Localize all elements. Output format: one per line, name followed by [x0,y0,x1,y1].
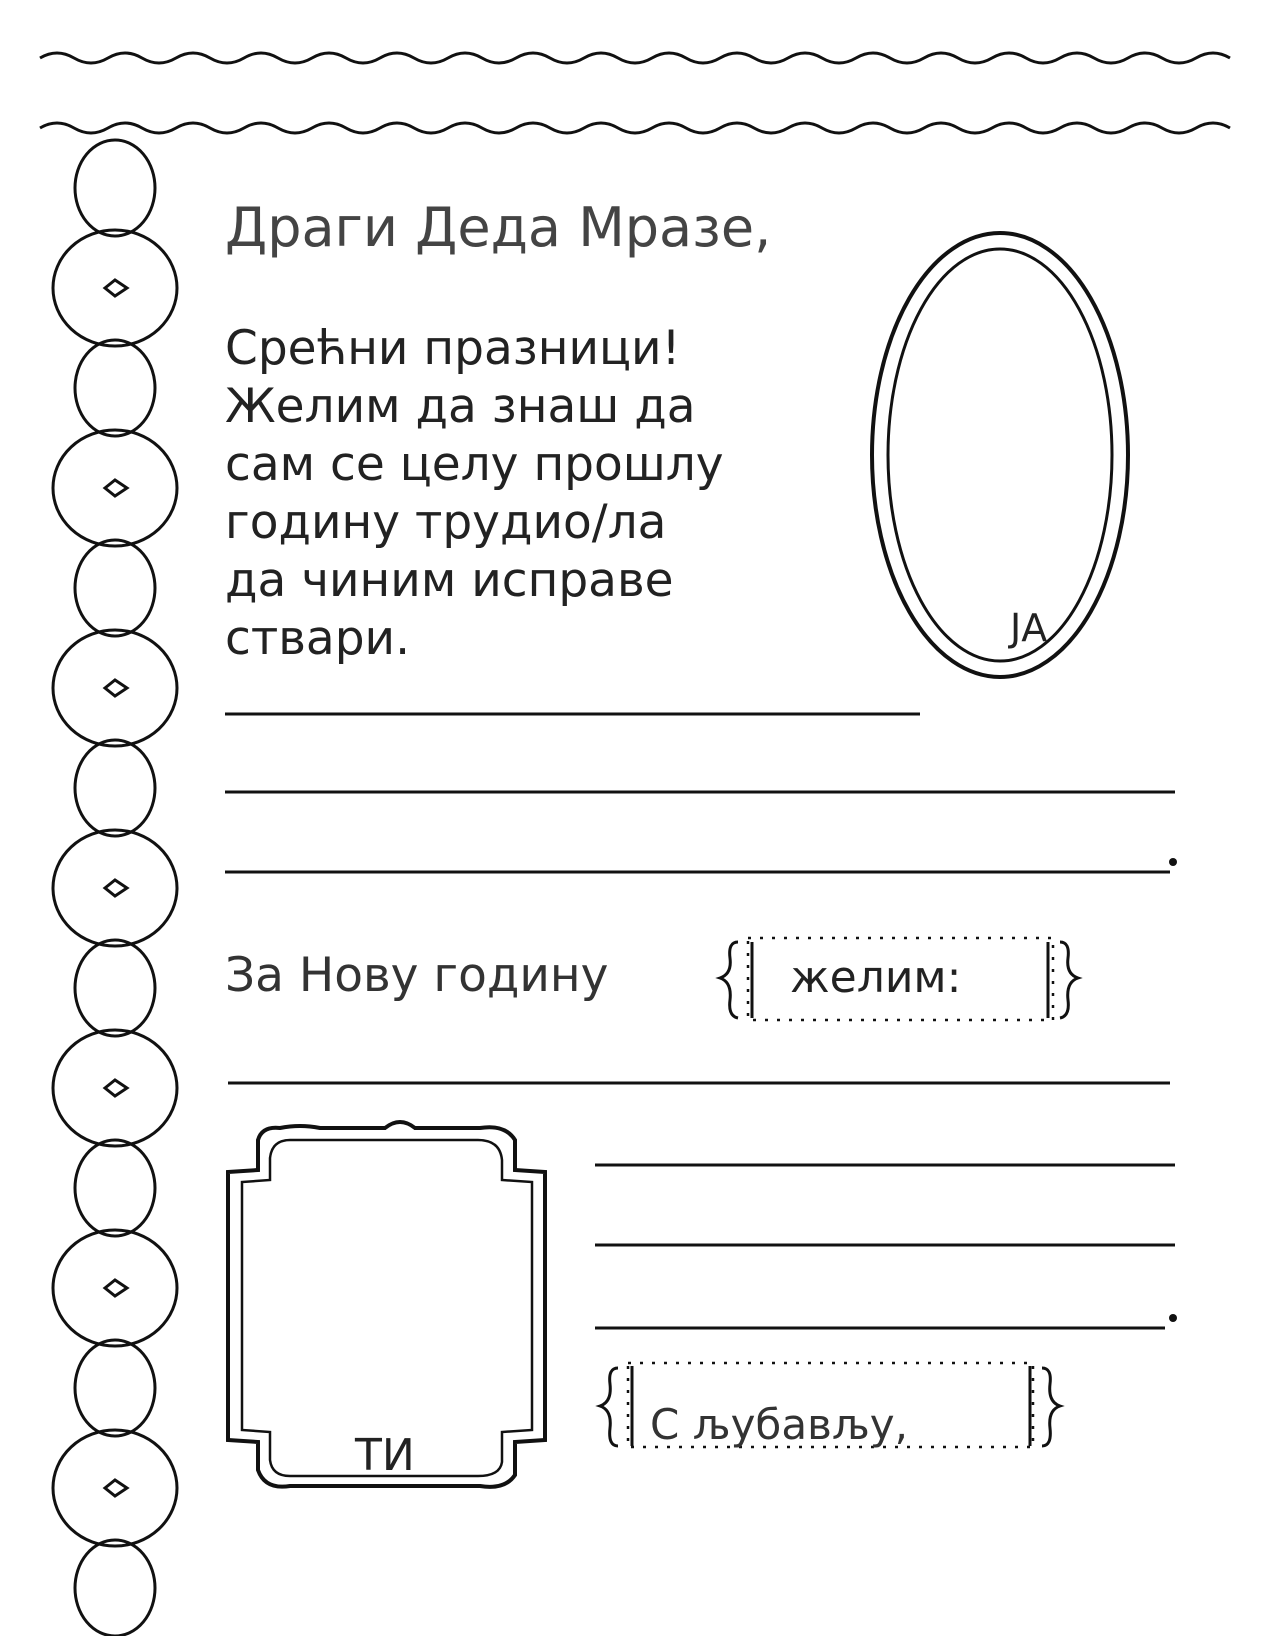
letter-body-line: ствари. [225,611,411,666]
writing-lines-bottom [595,1165,1175,1328]
chain-bead [53,630,177,746]
chain-diamond [105,280,127,296]
chain-bead [53,830,177,946]
you-frame-label: ТИ [355,1430,415,1481]
chain-bead [53,1230,177,1346]
chain-diamond [105,480,127,496]
period-dot [1169,858,1177,866]
chain-diamond [105,1480,127,1496]
chain-bead [53,430,177,546]
letter-body-line: сам се целу прошлу [225,437,724,492]
top-wavy-border [40,53,1230,63]
chain-bead [75,140,155,236]
left-chain-border [53,140,177,1636]
chain-bead [75,1340,155,1436]
wish-label: За Нову годину [225,948,609,1003]
chain-bead [75,740,155,836]
letter-greeting: Драги Деда Мразе, [225,196,772,259]
chain-bead [53,230,177,346]
letter-body-line: да чиним исправе [225,553,674,608]
closing-label: С љубављу, [650,1400,908,1449]
chain-bead [75,540,155,636]
chain-diamond [105,680,127,696]
chain-bead [53,1030,177,1146]
chain-bead [75,940,155,1036]
second-wavy-border [40,123,1230,133]
wish-tag-label: желим: [790,952,962,1003]
chain-diamond [105,880,127,896]
chain-diamond [105,1280,127,1296]
chain-bead [53,1430,177,1546]
me-frame-label: ЈА [1010,606,1048,650]
letter-body-line: годину трудио/ла [225,495,667,550]
chain-bead [75,1540,155,1636]
letter-body-line: Срећни празници! [225,321,681,376]
letter-body-line: Желим да знаш да [225,379,696,434]
chain-bead [75,340,155,436]
chain-bead [75,1140,155,1236]
chain-diamond [105,1080,127,1096]
writing-lines-top [225,714,1175,872]
oval-photo-frame [872,233,1128,677]
period-dot [1169,1314,1177,1322]
